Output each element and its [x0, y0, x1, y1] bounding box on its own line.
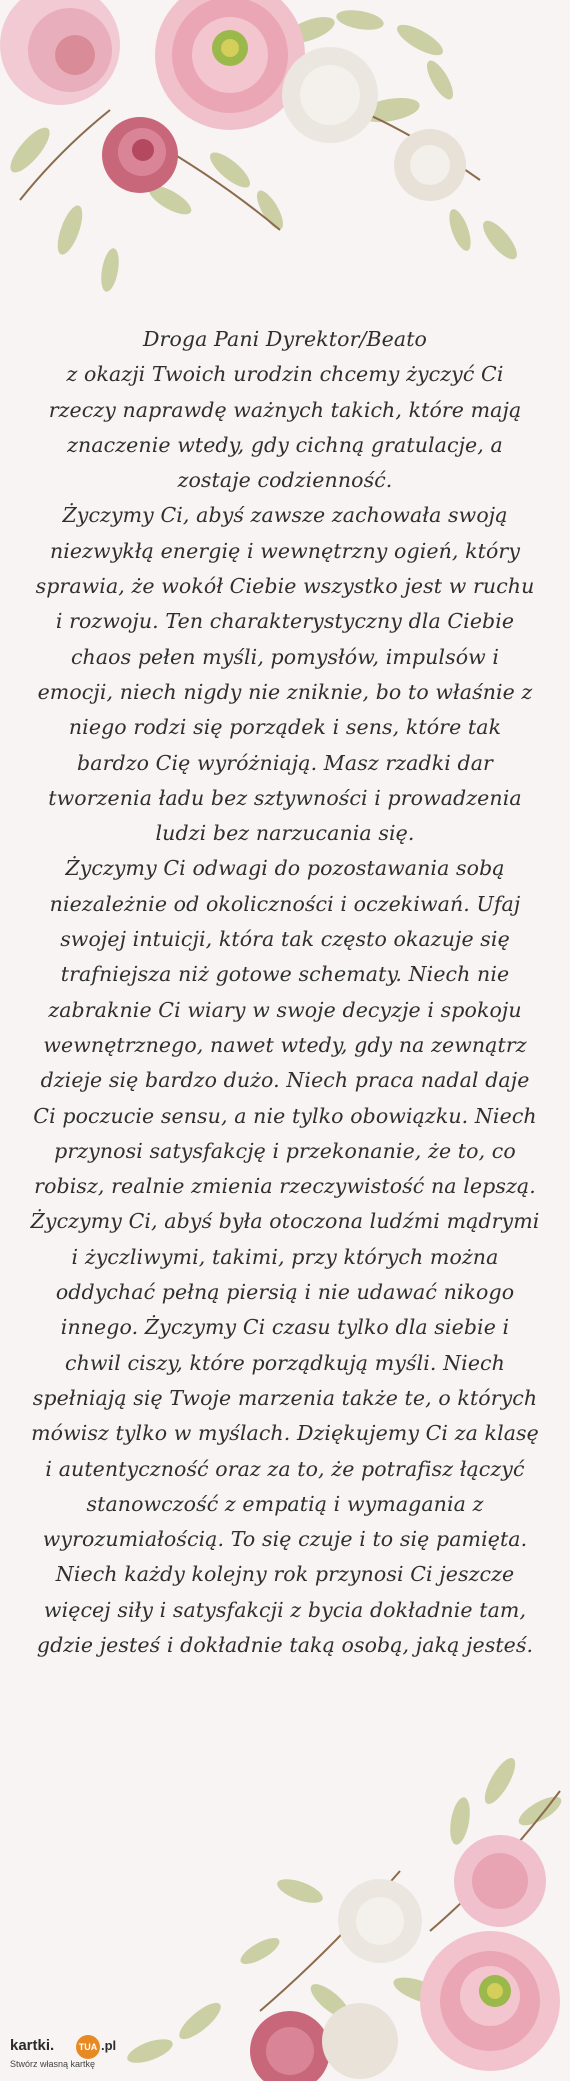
- wishes-paragraph: Życzymy Ci odwagi do pozostawania sobą niezależnie od okoliczności i oczekiwań. Ufaj swojej intuicji, która tak często okazuje się trafniejsza niż gotowe schematy. Niech nie zabraknie Ci wiary w swoje decyzje i spokoju wewnętrznego, nawet wtedy, gdy na zewnątrz dzieje się bardzo dużo. Niech praca nadal daje Ci poczucie sensu, a nie tylko obowiązku. Niech przynosi satysfakcję i przekonanie, że to, co robisz, realnie zmienia rzeczywistość na lepszą. Życzymy Ci, abyś była otoczona ludźmi mądrymi i życzliwymi, takimi, przy których można oddychać pełną piersią i nie udawać nikogo innego. Życzymy Ci czasu tylko dla siebie i chwil ciszy, które porządkują myśli. Niech spełniają się Twoje marzenia także te, o których mówisz tylko w myślach. Dziękujemy Ci za klasę i autentyczność oraz za to, że potrafisz łączyć stanowczość z empatią i wymagania z wyrozumiałością. To się czuje i to się pamięta. Niech każdy kolejny rok przynosi Ci jeszcze więcej siły i satysfakcji z bycia dokładnie tam, gdzie jesteś i dokładnie taką osobą, jaką jesteś.: [30, 856, 540, 1657]
- logo-badge: TUA: [76, 2035, 100, 2059]
- logo-tagline: Stwórz własną kartkę: [10, 2059, 96, 2069]
- floral-decoration-top: [0, 0, 570, 300]
- greeting-heading: Droga Pani Dyrektor/Beato: [143, 327, 427, 351]
- pink-peony: [155, 0, 305, 130]
- wishes-text: [30, 322, 540, 1663]
- site-logo[interactable]: [8, 2035, 118, 2075]
- wishes-paragraph: z okazji Twoich urodzin chcemy życzyć Ci rzeczy naprawdę ważnych takich, które mają znaczenie wtedy, gdy cichną gratulacje, a zostaje codzienność.: [48, 362, 522, 493]
- floral-decoration-bottom: [0, 1751, 570, 2081]
- wishes-paragraph: Życzymy Ci, abyś zawsze zachowała swoją niezwykłą energię i wewnętrzny ogień, który sprawia, że wokół Ciebie wszystko jest w ruchu i rozwoju. Ten charakterystyczny dla Ciebie chaos pełen myśli, pomysłów, impulsów i emocji, niech nigdy nie zniknie, bo to właśnie z niego rodzi się porządek i sens, które tak bardzo Cię wyróżniają. Masz rzadki dar tworzenia ładu bez sztywności i prowadzenia ludzi bez narzucania się.: [35, 503, 535, 846]
- logo-brand: kartki.: [10, 2037, 55, 2054]
- logo-tld: .pl: [101, 2038, 117, 2053]
